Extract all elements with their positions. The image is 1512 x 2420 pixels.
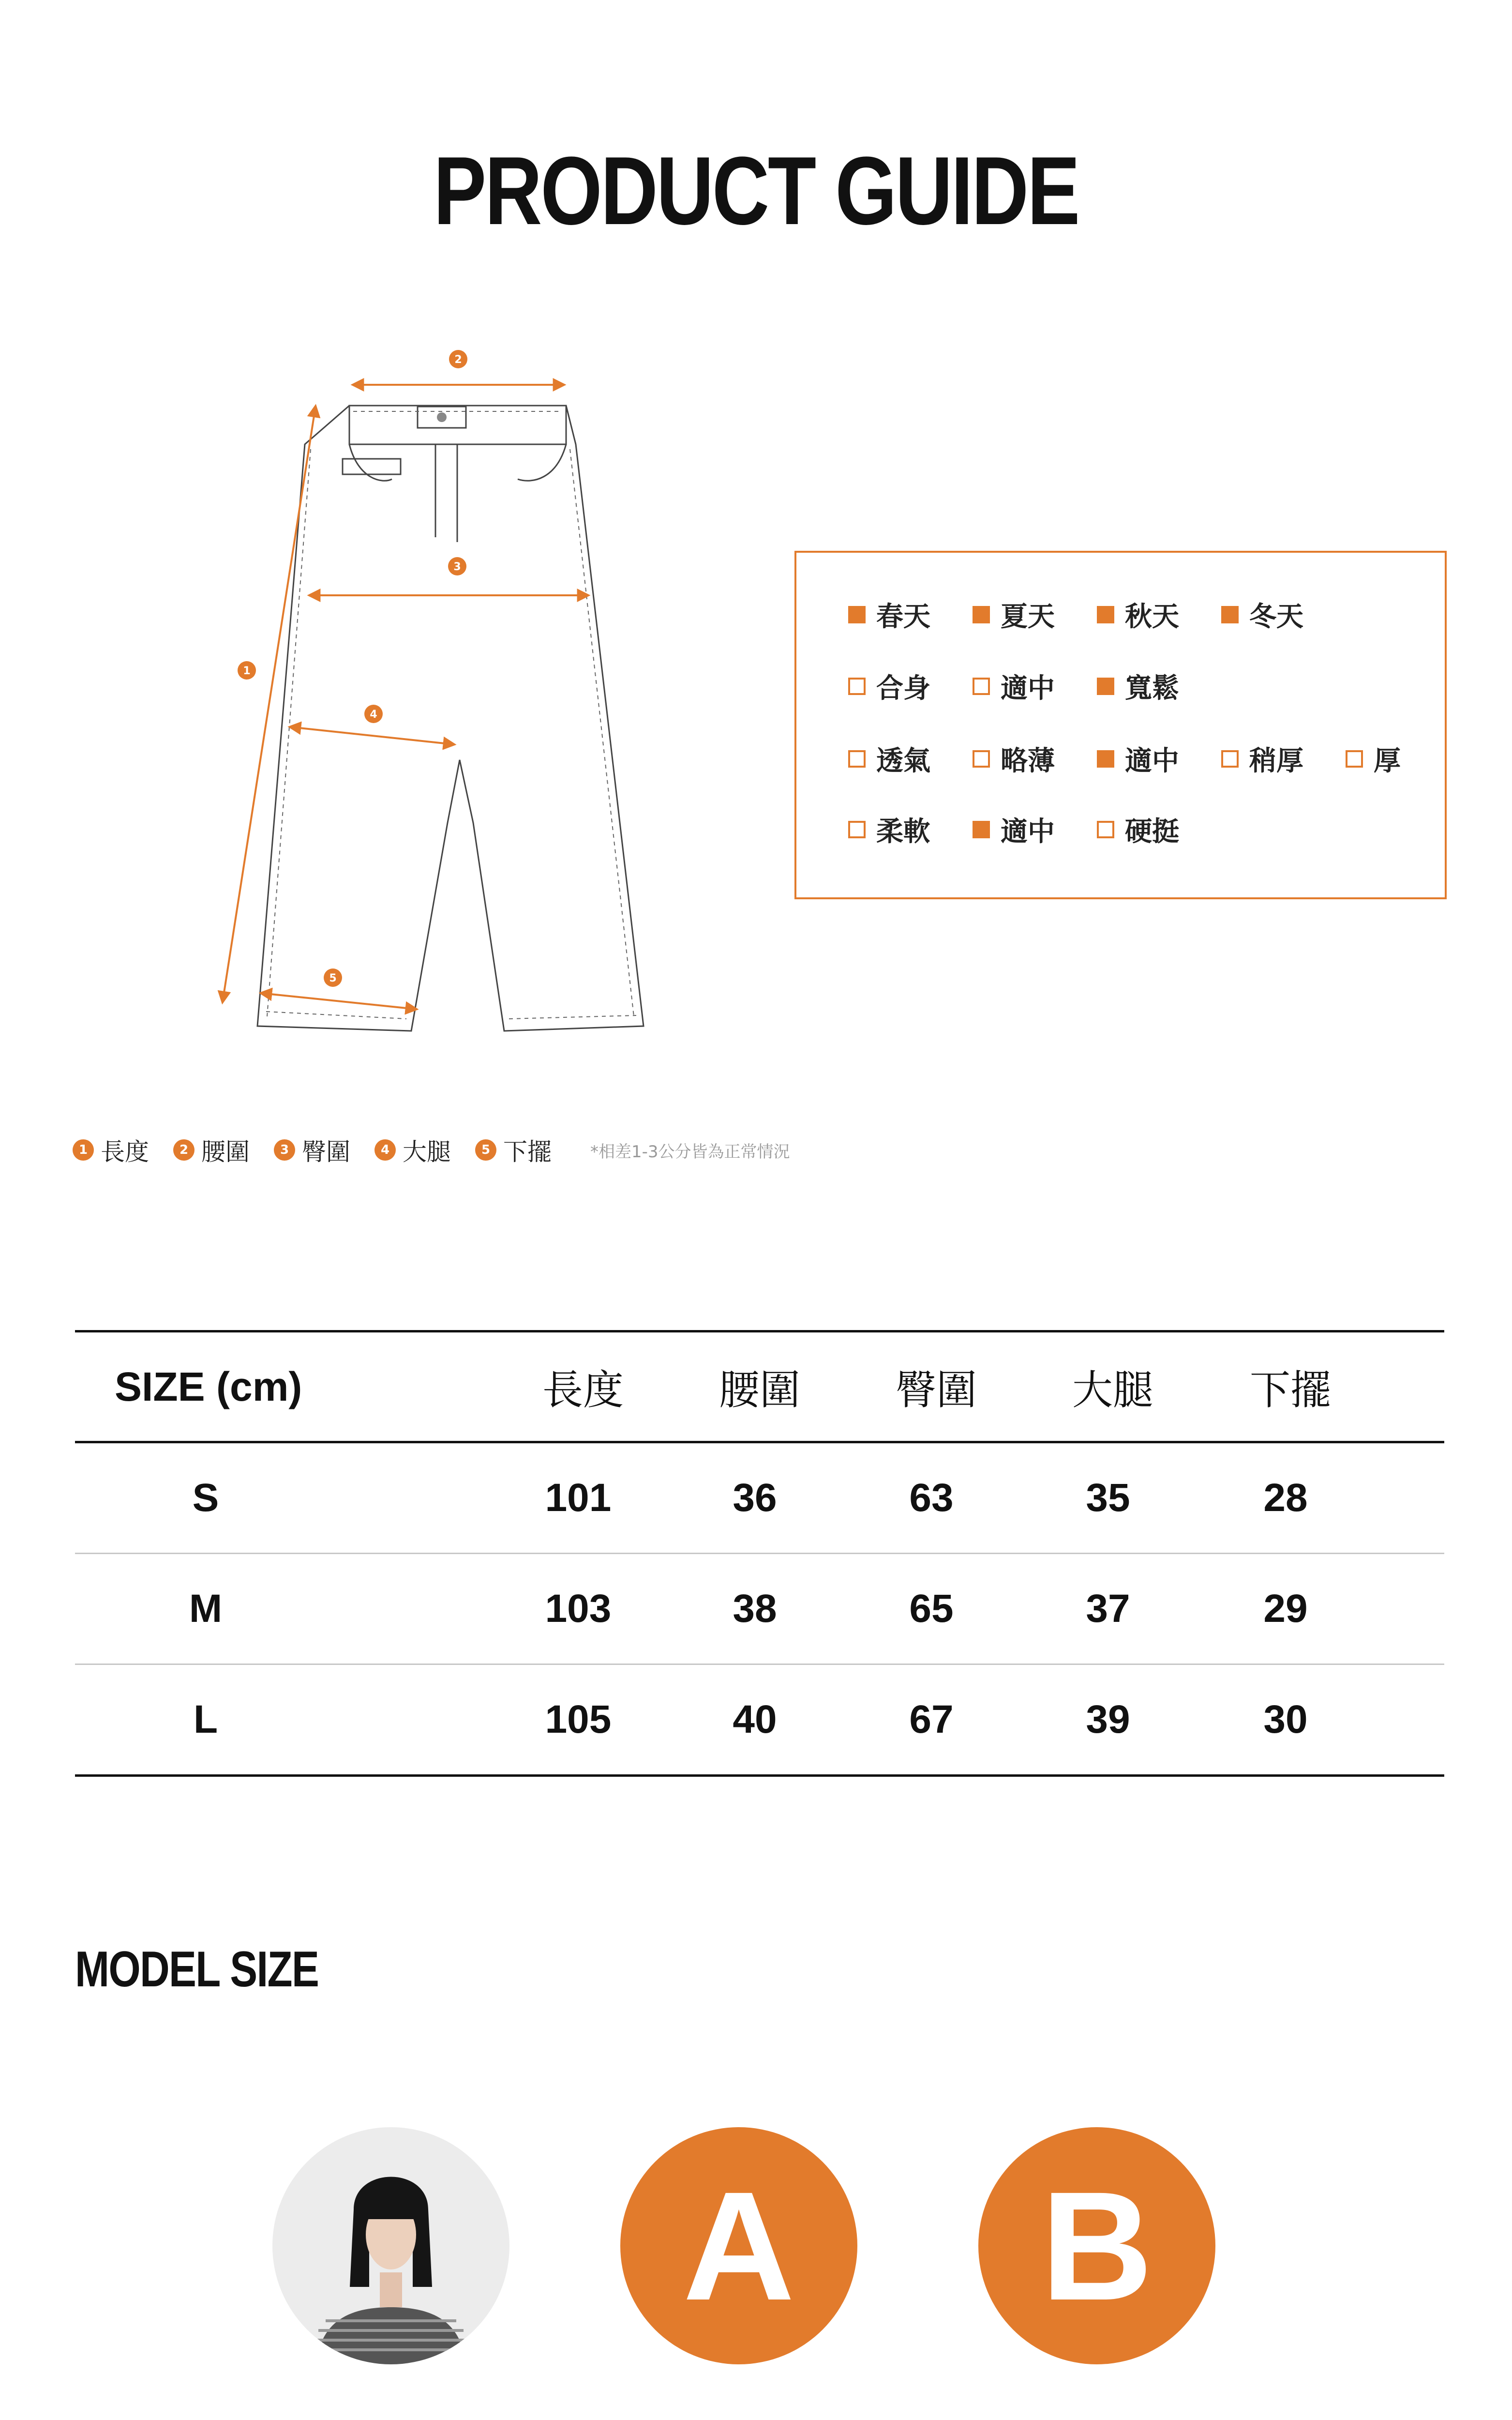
page-title: PRODUCT GUIDE [433,137,1079,245]
person-illustration [272,2127,509,2364]
table-header-row [75,1330,1444,1443]
legend-label: 臀圍 [302,1138,350,1166]
table-row [75,1665,1444,1777]
table-row [75,1443,1444,1554]
checkbox-icon [973,750,990,768]
cell-length: 105 [545,1697,612,1741]
marker-3: 3 [453,561,461,573]
model-size-title: MODEL SIZE [75,1941,319,1997]
model-photo [272,2127,509,2364]
attr-item: 柔軟 [848,810,973,849]
checkbox-icon [1097,678,1114,695]
attribute-box [794,551,1447,899]
header-hip: 臀圍 [895,1366,977,1414]
legend-label: 長度 [101,1138,149,1166]
checkbox-icon [1346,750,1363,768]
legend-number: 2 [173,1139,195,1161]
attr-item: 適中 [973,810,1097,849]
marker-4: 4 [370,709,377,721]
checkbox-icon [973,678,990,695]
model-card-a [555,2127,923,2420]
pants-diagram [208,334,673,1074]
cell-hem: 29 [1263,1587,1308,1631]
legend-item [73,1133,149,1167]
pants-outline [257,406,644,1031]
cell-waist: 36 [733,1476,777,1520]
cell-waist: 40 [733,1697,777,1741]
model-card-b [913,2127,1281,2420]
attr-row-texture [848,810,1221,849]
attr-item: 稍厚 [1221,740,1346,778]
legend-item [374,1133,451,1167]
checkbox-icon [1221,750,1239,768]
marker-5: 5 [329,972,337,984]
attr-item: 合身 [848,667,973,706]
header-size: SIZE (cm) [115,1363,302,1409]
size-table [75,1330,1444,1777]
legend-item [173,1133,250,1167]
cell-waist: 38 [733,1587,777,1631]
attr-item: 寬鬆 [1097,667,1221,706]
cell-hem: 30 [1263,1697,1308,1741]
cell-thigh: 35 [1086,1476,1130,1520]
checkbox-icon [1097,821,1114,838]
attr-item: 硬挺 [1097,810,1221,849]
legend-item [475,1133,552,1167]
attr-item: 適中 [1097,740,1221,778]
cell-size: L [193,1697,218,1741]
checkbox-icon [848,821,866,838]
checkbox-icon [973,606,990,623]
legend-number: 4 [374,1139,396,1161]
legend-number: 3 [274,1139,295,1161]
checkbox-icon [848,750,866,768]
cell-hip: 67 [909,1697,954,1741]
cell-hip: 63 [909,1476,954,1520]
checkbox-icon [1097,606,1114,623]
cell-length: 103 [545,1587,612,1631]
model-avatar-b: B [978,2127,1215,2364]
attr-item: 秋天 [1097,595,1221,634]
header-length: 長度 [542,1366,624,1414]
cell-size: S [192,1476,219,1520]
legend-item [274,1133,350,1167]
model-avatar-a: A [620,2127,857,2364]
table-row [75,1554,1444,1665]
legend-label: 腰圍 [201,1138,250,1166]
model-card-subrina [207,2127,575,2420]
checkbox-icon [973,821,990,838]
header-thigh: 大腿 [1072,1366,1153,1414]
legend-label: 下擺 [503,1138,552,1166]
legend-number: 5 [475,1139,496,1161]
cell-length: 101 [545,1476,612,1520]
attr-row-fit [848,667,1221,706]
attr-row-thickness [848,740,1404,778]
marker-2: 2 [454,354,462,366]
measurement-legend [73,1131,790,1169]
cell-thigh: 39 [1086,1697,1130,1741]
legend-label: 大腿 [403,1138,451,1166]
marker-1: 1 [243,665,251,677]
attr-item: 適中 [973,667,1097,706]
attr-row-season [848,595,1346,634]
attr-item: 春天 [848,595,973,634]
header-hem: 下擺 [1249,1366,1331,1414]
checkbox-icon [1097,750,1114,768]
attr-item: 略薄 [973,740,1097,778]
attr-item: 夏天 [973,595,1097,634]
cell-size: M [189,1587,223,1631]
checkbox-icon [848,678,866,695]
attr-item: 冬天 [1221,595,1346,634]
attr-item: 透氣 [848,740,973,778]
legend-number: 1 [73,1139,94,1161]
checkbox-icon [848,606,866,623]
cell-hem: 28 [1263,1476,1308,1520]
checkbox-icon [1221,606,1239,623]
cell-thigh: 37 [1086,1587,1130,1631]
tolerance-note: *相差1-3公分皆為正常情況 [590,1142,790,1162]
header-waist: 腰圍 [719,1366,800,1414]
attr-item: 厚 [1346,740,1404,778]
cell-hip: 65 [909,1587,954,1631]
